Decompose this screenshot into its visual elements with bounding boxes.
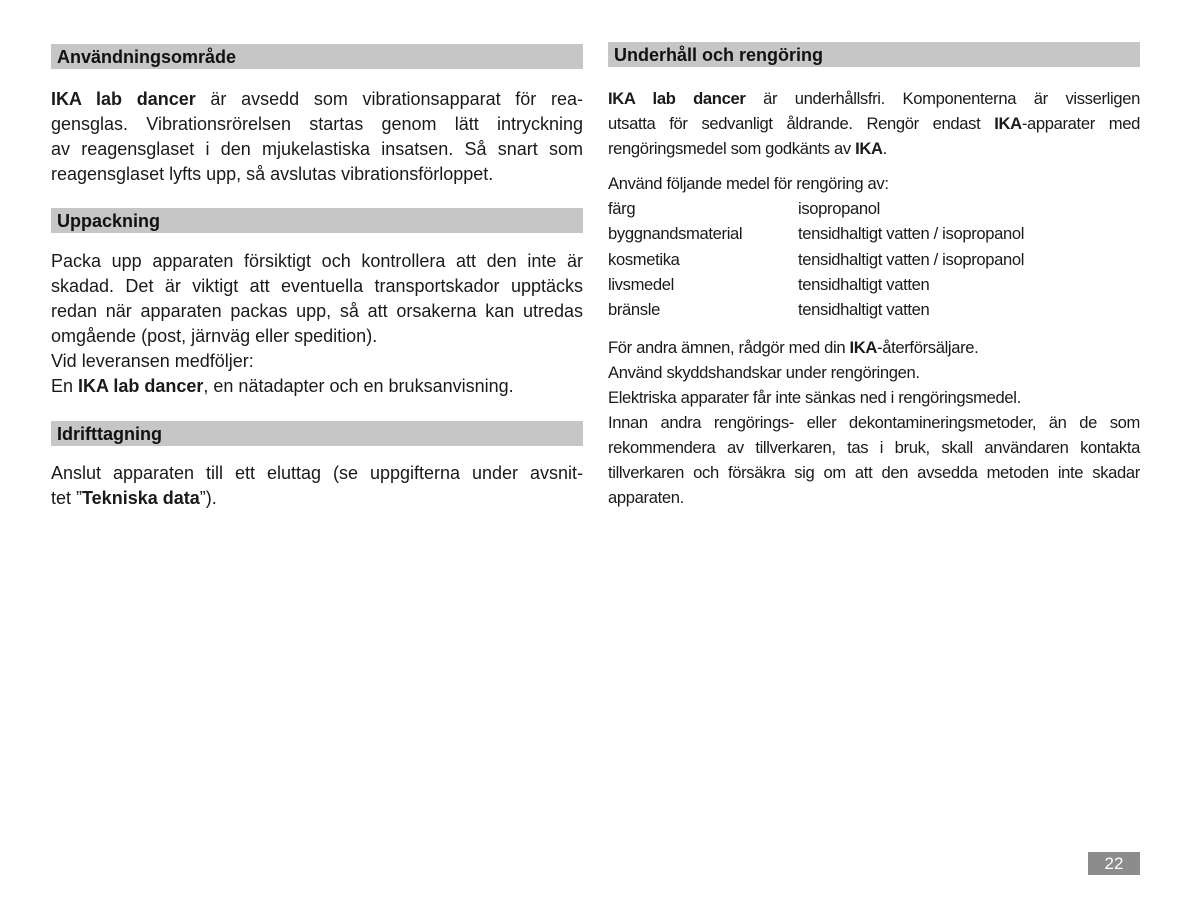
- text-line: [608, 335, 1140, 360]
- text-line: [51, 349, 583, 374]
- text-segment: gensglas. Vibrationsrörelsen startas genom lätt intryckning: [51, 114, 583, 134]
- section-heading-unpacking: Uppackning: [51, 208, 583, 233]
- text-segment: , en nätadapter och en bruksanvisning.: [203, 376, 514, 396]
- text-line: [608, 86, 1140, 111]
- material-cell: byggnandsmaterial: [608, 224, 743, 244]
- text-line: [608, 111, 1140, 136]
- commissioning-paragraph: [51, 461, 583, 511]
- text-line: [608, 410, 1140, 435]
- table-row: [608, 221, 1024, 246]
- bold-text: IKA: [994, 114, 1022, 133]
- text-segment: -återförsäljare.: [877, 338, 979, 357]
- text-line: [51, 162, 583, 187]
- text-segment: ”).: [199, 488, 217, 508]
- cleaning-notes: [608, 335, 1140, 510]
- material-cell: bränsle: [608, 300, 660, 320]
- table-row: [608, 247, 1024, 272]
- bold-text: IKA: [849, 338, 878, 357]
- text-segment: En: [51, 376, 79, 396]
- bold-text: IKA lab dancer: [51, 89, 196, 109]
- text-segment: redan när apparaten packas upp, så att orsakerna kan utredas: [51, 301, 583, 321]
- cleaning-agent-cell: isopropanol: [798, 199, 880, 219]
- text-segment: .: [882, 139, 887, 158]
- cleaning-agent-cell: tensidhaltigt vatten: [798, 300, 930, 320]
- text-segment: -apparater med: [1021, 114, 1140, 133]
- text-line: [51, 299, 583, 324]
- material-cell: kosmetika: [608, 249, 680, 269]
- text-line: [51, 486, 583, 511]
- table-row: [608, 297, 1024, 322]
- table-row: [608, 272, 1024, 297]
- cleaning-agent-cell: tensidhaltigt vatten: [798, 274, 930, 294]
- bold-text: IKA: [855, 139, 883, 158]
- text-segment: Elektriska apparater får inte sänkas ned i rengöringsmedel.: [608, 388, 1021, 407]
- usage-paragraph: [51, 87, 583, 187]
- maintenance-intro: [608, 86, 1140, 161]
- text-segment: reagensglaset lyfts upp, så avslutas vibrationsförloppet.: [51, 164, 494, 184]
- text-segment: omgående (post, järnväg eller spedition).: [51, 326, 378, 346]
- right-column: [608, 0, 1140, 903]
- cleaning-table-intro: Använd följande medel för rengöring av:: [608, 174, 889, 193]
- section-heading-maintenance: Underhåll och rengöring: [608, 42, 1140, 67]
- text-segment: skadad. Det är viktigt att eventuella transportskador upptäcks: [51, 276, 583, 296]
- bold-text: IKA lab dancer: [608, 89, 746, 108]
- table-row: [608, 196, 1024, 221]
- text-line: [51, 374, 583, 399]
- text-segment: tillverkaren och försäkra sig om att den avsedda metoden inte skadar: [608, 463, 1140, 482]
- text-line: [51, 112, 583, 137]
- page-number: 22: [1088, 852, 1140, 875]
- section-heading-usage: Användningsområde: [51, 44, 583, 69]
- unpacking-paragraph: [51, 249, 583, 399]
- text-segment: är avsedd som vibrationsapparat för rea-: [195, 89, 583, 109]
- text-line: [51, 137, 583, 162]
- section-heading-commissioning: Idrifttagning: [51, 421, 583, 446]
- text-line: [51, 324, 583, 349]
- cleaning-agent-cell: tensidhaltigt vatten / isopropanol: [798, 249, 1025, 269]
- text-line: [608, 385, 1140, 410]
- left-column: [51, 0, 583, 903]
- text-line: [608, 435, 1140, 460]
- text-segment: Innan andra rengörings- eller dekontamineringsmetoder, än de som: [608, 413, 1140, 432]
- text-segment: Vid leveransen medföljer:: [51, 351, 254, 371]
- text-segment: rekommendera av tillverkaren, tas i bruk, skall användaren kontakta: [608, 438, 1140, 457]
- text-segment: av reagensglaset i den mjukelastiska insatsen. Så snart som: [51, 139, 583, 159]
- material-cell: färg: [608, 199, 636, 219]
- text-segment: Packa upp apparaten försiktigt och kontrollera att den inte är: [51, 251, 583, 271]
- bold-text: IKA lab dancer: [78, 376, 204, 396]
- text-segment: Anslut apparaten till ett eluttag (se uppgifterna under avsnit-: [51, 463, 583, 483]
- text-segment: Använd skyddshandskar under rengöringen.: [608, 363, 920, 382]
- text-line: [608, 460, 1140, 485]
- text-segment: utsatta för sedvanligt åldrande. Rengör endast: [608, 114, 995, 133]
- text-line: [51, 87, 583, 112]
- text-segment: är underhållsfri. Komponenterna är visserligen: [745, 89, 1140, 108]
- text-segment: För andra ämnen, rådgör med din: [608, 338, 850, 357]
- material-cell: livsmedel: [608, 274, 675, 294]
- text-line: [608, 360, 1140, 385]
- text-line: [51, 274, 583, 299]
- text-line: [608, 485, 1140, 510]
- text-segment: rengöringsmedel som godkänts av: [608, 139, 856, 158]
- text-line: [51, 249, 583, 274]
- cleaning-agent-cell: tensidhaltigt vatten / isopropanol: [798, 224, 1025, 244]
- cleaning-table: [608, 171, 1024, 322]
- bold-text: Tekniska data: [82, 488, 200, 508]
- text-segment: tet ”: [51, 488, 83, 508]
- text-line: [51, 461, 583, 486]
- text-segment: apparaten.: [608, 488, 684, 507]
- text-line: [608, 136, 1140, 161]
